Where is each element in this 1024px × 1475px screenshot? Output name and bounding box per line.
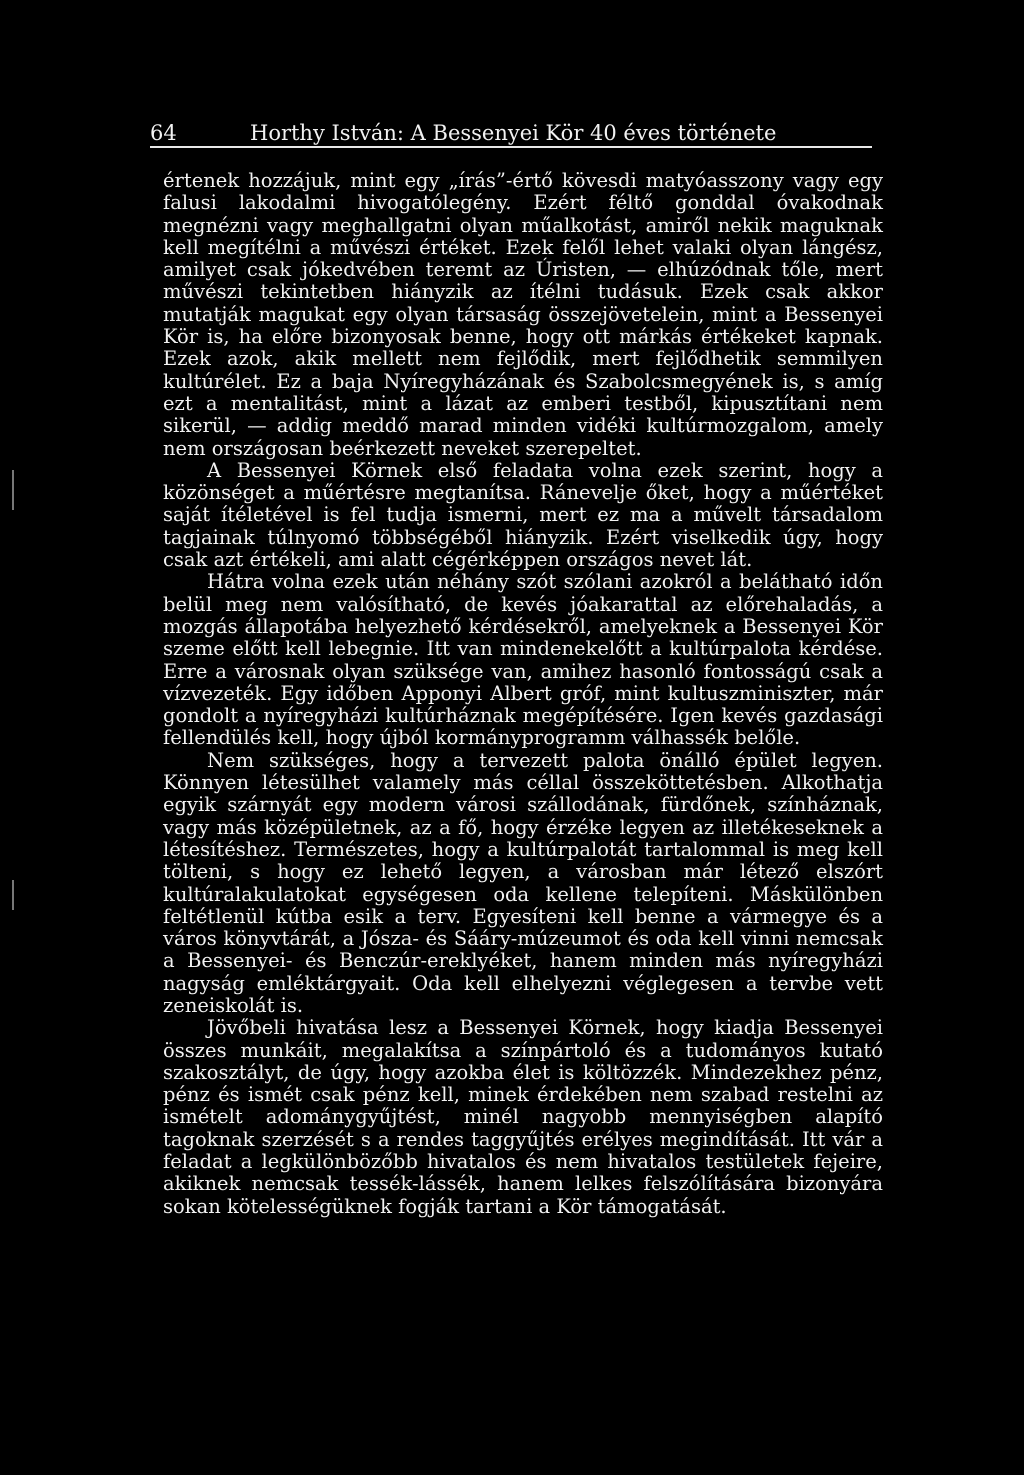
- scan-margin-mark: [12, 880, 14, 910]
- body-text: [163, 170, 883, 1218]
- paragraph: Hátra volna ezek után néhány szót szólani azokról a belátható időn belül meg nem valósítható, de kevés jóakarattal az előrehaladás, a mozgás állapotába helyezhető kérdésekről, amelyeknek a Bessenyei Kör szeme előtt kell lebegnie. Itt van mindenekelőtt a kultúrpalota kérdése. Erre a városnak olyan szüksége van, amihez hasonló fontosságú csak a vízvezeték. Egy időben Apponyi Albert gróf, mint kultuszminiszter, már gondolt a nyíregyházi kultúrháznak megépítésére. Igen kevés gazdasági fellendülés kell, hogy újból kormányprogramm válhassék belőle.: [163, 570, 883, 750]
- running-title: Horthy István: A Bessenyei Kör 40 éves története: [250, 121, 777, 145]
- page-number: 64: [150, 121, 177, 145]
- paragraph: Jövőbeli hivatása lesz a Bessenyei Körnek, hogy kiadja Bessenyei összes munkáit, megalakítsa a színpártoló és a tudományos kutató szakosztályt, de úgy, hogy azokba élet is költözzék. Mindezekhez pénz, pénz és ismét csak pénz kell, minek érdekében nem szabad restelni az ismételt adománygyűjtést, minél nagyobb mennyiségben alapító tagoknak szerzését s a rendes taggyűjtés erélyes megindítását. Itt vár a feladat a legkülönbözőbb hivatalos és nem hivatalos testületek fejeire, akiknek nemcsak tessék-lássék, hanem lelkes felszólítására bizonyára sokan kötelességüknek fogják tartani a Kör támogatását.: [163, 1016, 883, 1218]
- paragraph: Nem szükséges, hogy a tervezett palota önálló épület legyen. Könnyen létesülhet valamely más céllal összeköttetésben. Alkothatja egyik szárnyát egy modern városi szállodának, fürdőnek, színháznak, vagy más középületnek, az a fő, hogy érzéke legyen az illetékeseknek a létesítéshez. Természetes, hogy a kultúrpalotát tartalommal is meg kell tölteni, s hogy ez lehető legyen, a városban már létező elszórt kultúralakulatokat egységesen oda kellene telepíteni. Máskülönben feltétlenül kútba esik a terv. Egyesíteni kell benne a vármegye és a város könyvtárát, a Jósza- és Sááry-múzeumot és oda kell vinni nemcsak a Bessenyei- és Benczúr-ereklyéket, hanem minden más nyíregyházi nagyság emléktárgyait. Oda kell elhelyezni véglegesen a tervbe vett zeneiskolát is.: [163, 748, 883, 1017]
- header-rule: [150, 146, 872, 148]
- paragraph: értenek hozzájuk, mint egy „írás”-értő kövesdi matyóasszony vagy egy falusi lakodalmi hivogatólegény. Ezért féltő gonddal óvakodnak megnézni vagy meghallgatni olyan műalkotást, amiről nekik maguknak kell megítélni a művészi értéket. Ezek felől lehet valaki olyan lángész, amilyet csak jókedvében teremt az Úristen, — elhúzódnak tőle, mert művészi tekintetben hiányzik az ítélni tudásuk. Ezek csak akkor mutatják magukat egy olyan társaság összejövetelein, mint a Bessenyei Kör is, ha előre bizonyosak benne, hogy ott márkás értékeket kapnak. Ezek azok, akik mellett nem fejlődik, mert fejlődhetik semmilyen kultúrélet. Ez a baja Nyíregyházának és Szabolcsmegyének is, s amíg ezt a mentalitást, mint a lázat az emberi testből, kipusztítani nem sikerül, — addig meddő marad minden vidéki kultúrmozgalom, amely nem országosan beérkezett neveket szerepeltet.: [163, 169, 883, 460]
- paragraph: A Bessenyei Körnek első feladata volna ezek szerint, hogy a közönséget a műértésre megtanítsa. Ránevelje őket, hogy a műértéket saját ítéletével is fel tudja ismerni, mert ez ma a művelt társadalom tagjainak túlnyomó többségéből hiányzik. Ezért viselkedik úgy, hogy csak azt értékeli, ami alatt cégérképpen országos nevet lát.: [163, 458, 883, 572]
- page-header: [150, 118, 870, 148]
- scan-margin-mark: [12, 470, 14, 510]
